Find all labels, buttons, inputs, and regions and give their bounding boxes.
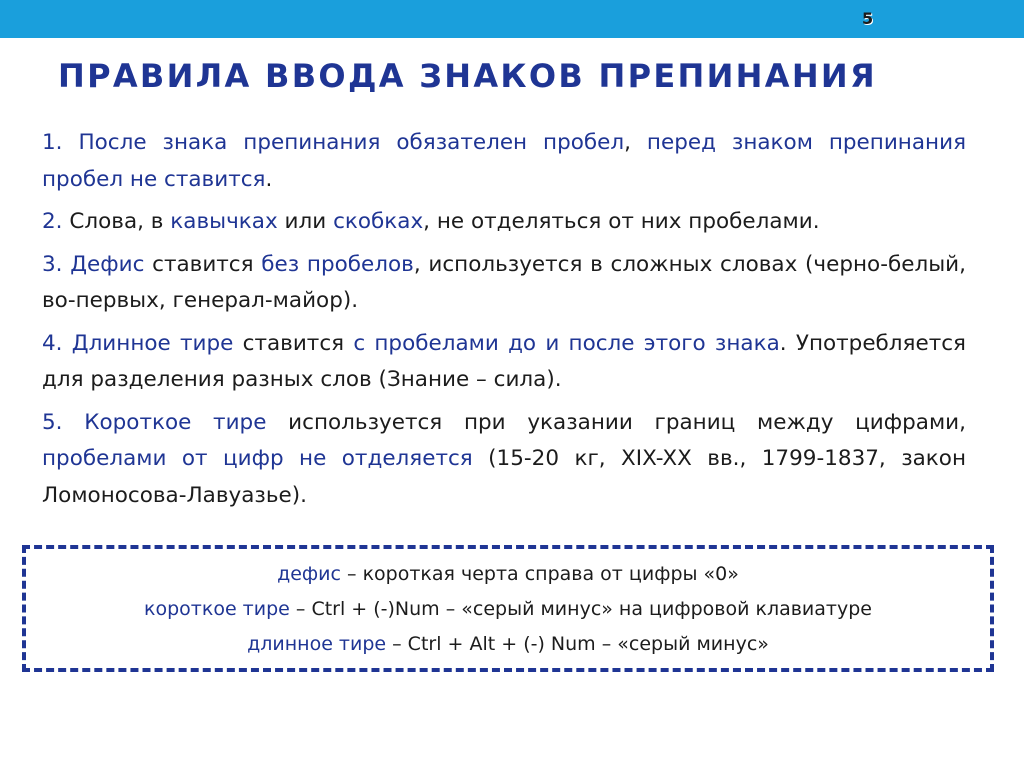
- rule-text-part: ,: [624, 130, 647, 155]
- rule-text-part: перед знаком препинания пробел не ставится: [42, 130, 967, 192]
- rules-list: [42, 125, 966, 520]
- rule-text-part: После знака препинания обязателен пробел: [78, 130, 625, 155]
- rule-text-part: с пробелами до и после этого знака: [353, 330, 780, 356]
- rule-number: 5.: [42, 409, 63, 435]
- rule-5: [42, 405, 966, 515]
- hint-term: длинное тире: [247, 633, 387, 655]
- page-number: 5: [862, 9, 874, 28]
- rule-4: [42, 326, 966, 399]
- rule-text-part: , не отделяться от них пробелами.: [423, 209, 820, 234]
- hint-term: короткое тире: [144, 598, 290, 620]
- rule-number: 2.: [42, 209, 63, 234]
- hint-line-en-dash: [26, 592, 990, 627]
- rule-2: [42, 204, 966, 241]
- hint-text: – Ctrl + (-)Num – «серый минус» на цифровой клавиатуре: [289, 598, 872, 620]
- slide-title: ПРАВИЛА ВВОДА ЗНАКОВ ПРЕПИНАНИЯ: [58, 57, 877, 95]
- rule-text-part: , используется в сложных словах (черно-белый, во-первых, генерал-майор).: [42, 251, 966, 313]
- rule-text-part: Слова, в: [69, 209, 171, 234]
- rule-number: 4.: [42, 330, 63, 356]
- hint-term: дефис: [277, 563, 341, 585]
- rule-number: 1.: [42, 130, 63, 155]
- hint-text: – короткая черта справа от цифры «0»: [340, 563, 739, 585]
- rule-text-part: Короткое тире: [84, 409, 267, 435]
- hint-line-hyphen: [26, 557, 990, 592]
- hint-line-em-dash: [26, 627, 990, 662]
- rule-text-part: пробелами от цифр не отделяется: [42, 446, 473, 471]
- rule-3: [42, 247, 966, 320]
- rule-text-part: Длинное тире: [71, 330, 234, 356]
- rule-text-part: кавычках: [170, 209, 278, 234]
- rule-text-part: (15-20 кг, XIX-XX вв., 1799-1837, закон Ломоносова-Лавуазье).: [42, 446, 967, 508]
- rule-text-part: . Употребляется для разделения разных слов (Знание – сила).: [42, 330, 966, 392]
- rule-text-part: скобках: [333, 209, 424, 234]
- rule-1: [42, 125, 966, 198]
- rule-number: 3.: [42, 251, 63, 277]
- rule-text-part: .: [265, 166, 273, 192]
- rule-text-part: или: [277, 209, 334, 234]
- rule-text-part: без пробелов: [261, 251, 414, 277]
- rule-text-part: ставится: [233, 330, 354, 356]
- rule-text-part: ставится: [144, 251, 262, 277]
- rule-text-part: используется при указании границ между цифрами,: [266, 409, 966, 435]
- hint-text: – Ctrl + Alt + (-) Num – «серый минус»: [386, 633, 769, 655]
- keyboard-hint-box: [22, 545, 994, 672]
- rule-text-part: Дефис: [70, 251, 145, 277]
